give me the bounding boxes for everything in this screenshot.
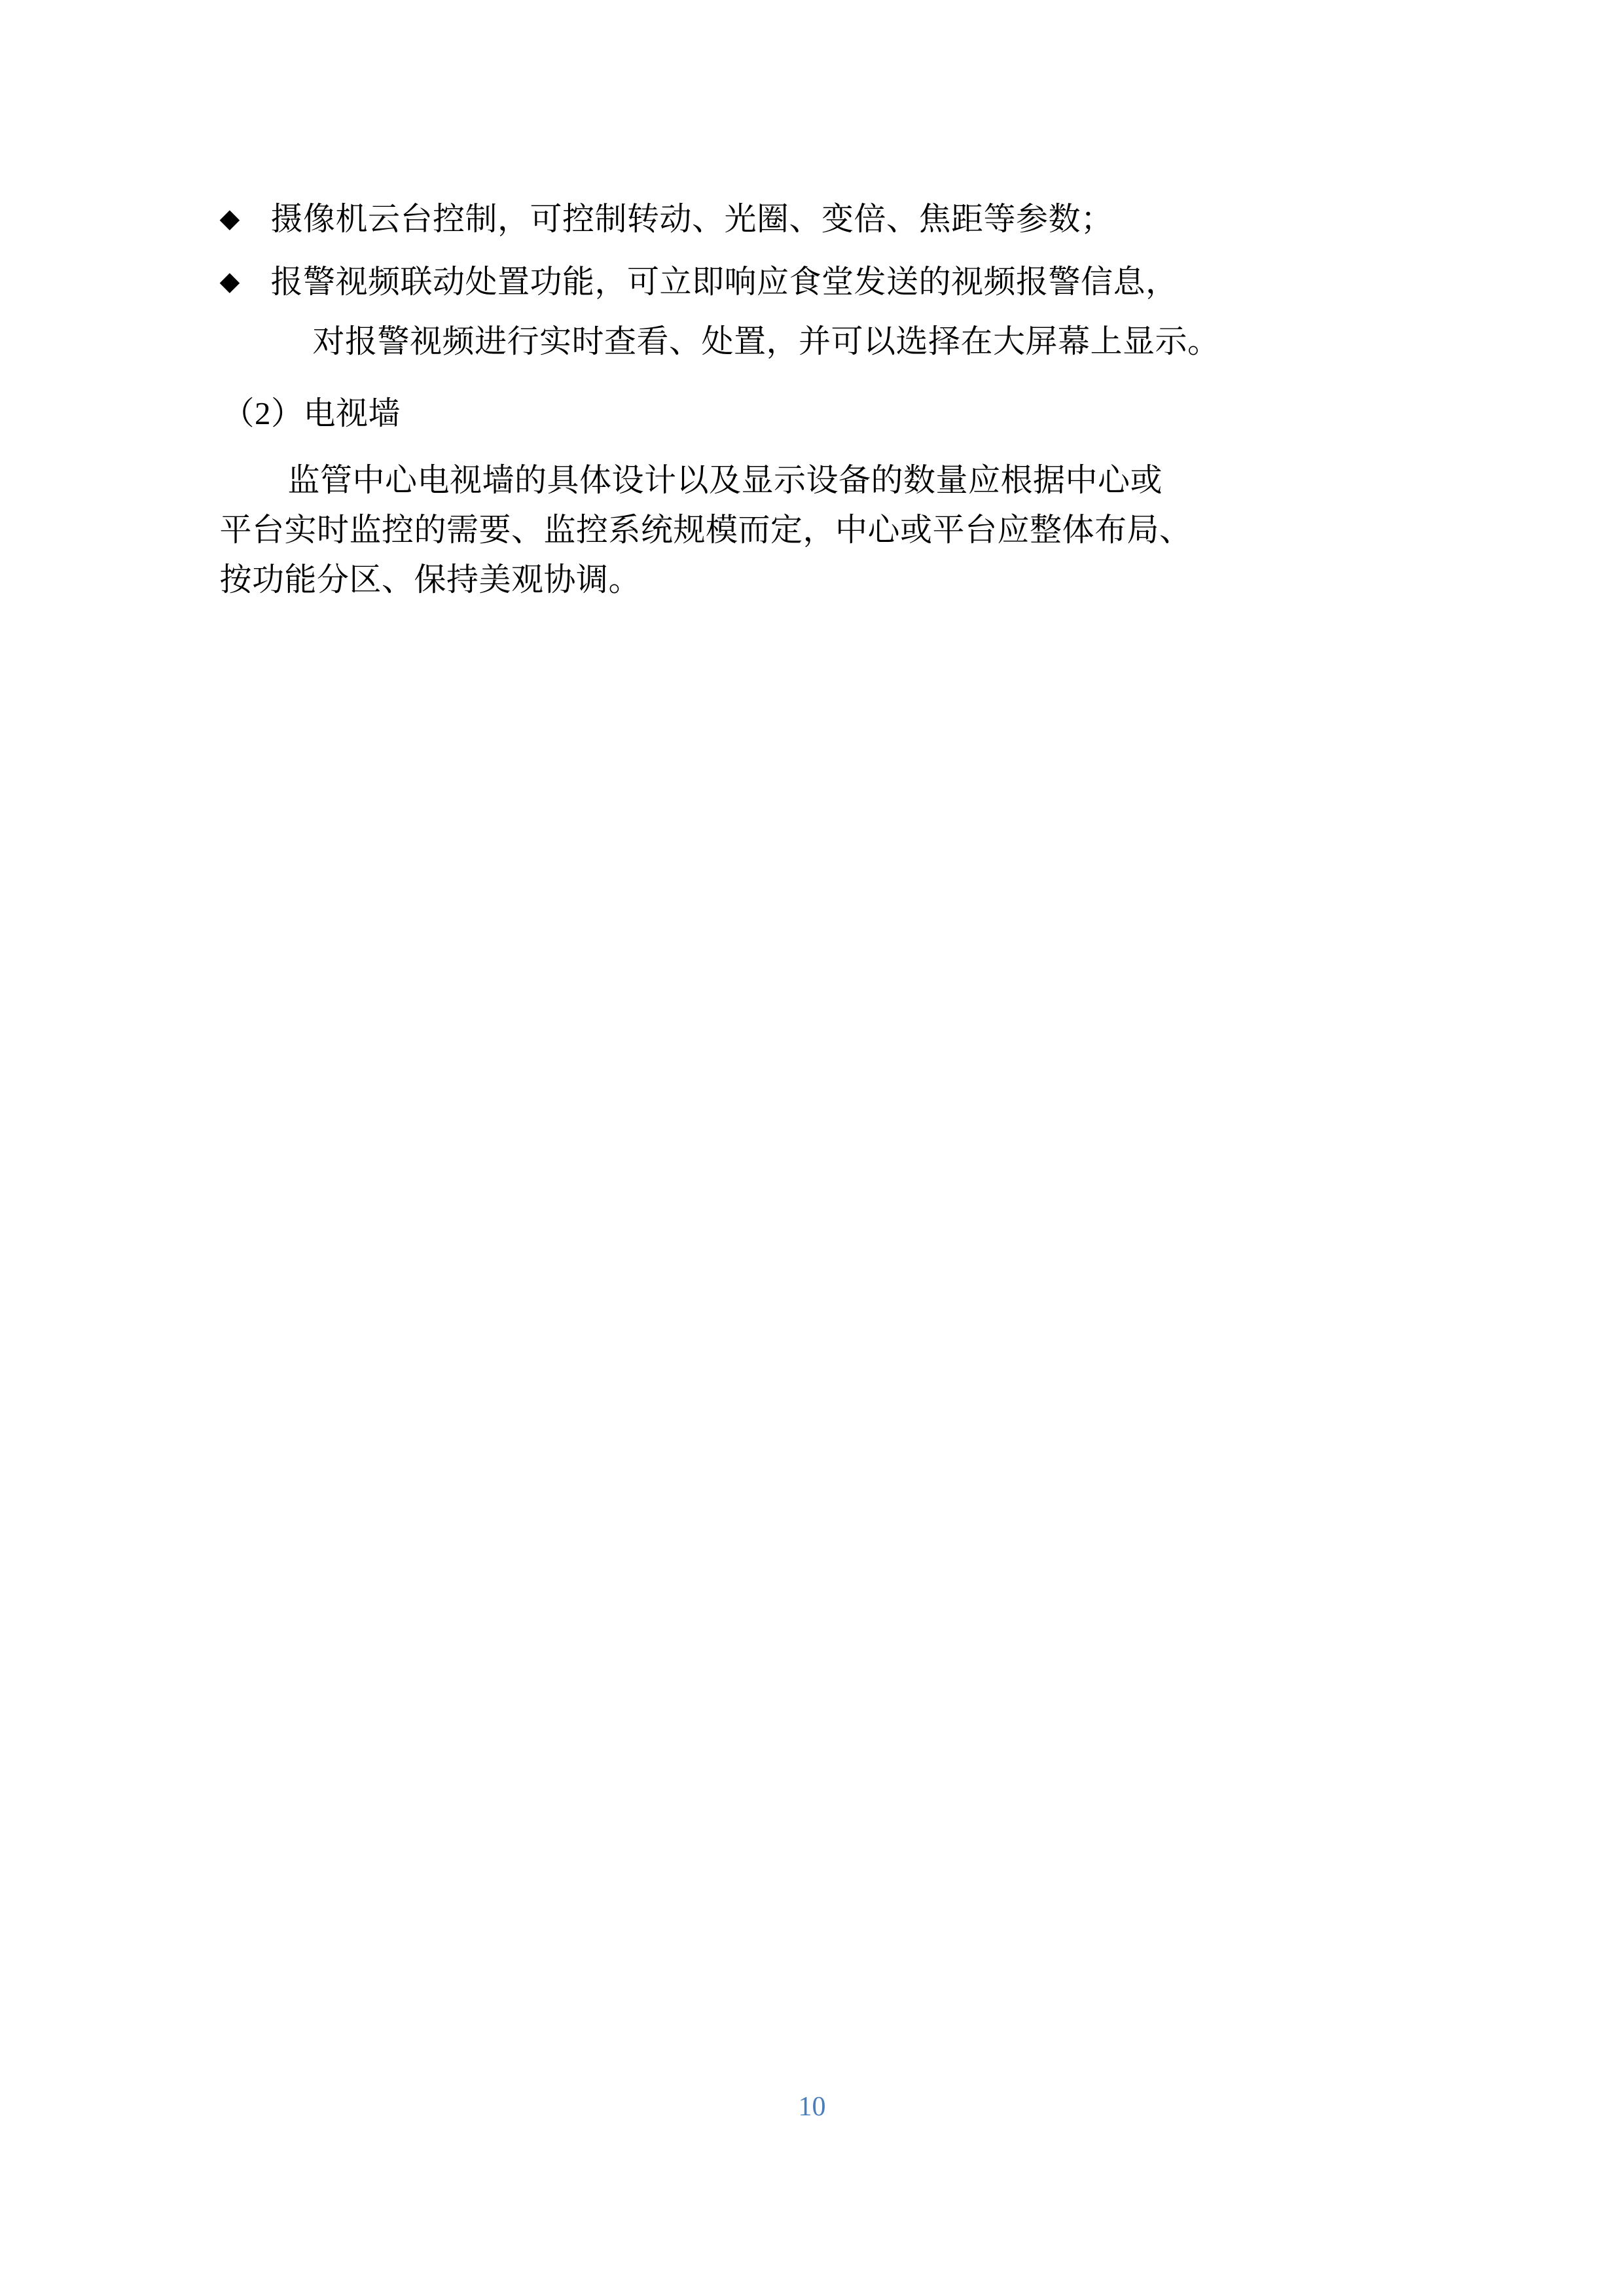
page-number: 10 bbox=[798, 2092, 826, 2122]
page-content bbox=[220, 196, 1405, 605]
diamond-bullet-icon: ◆ bbox=[219, 204, 240, 233]
bullet-text: 摄像机云台控制，可控制转动、光圈、变倍、焦距等参数； bbox=[270, 201, 1113, 237]
bullet-text: 报警视频联动处置功能，可立即响应食堂发送的视频报警信息， bbox=[270, 263, 1178, 300]
paragraph-line-1 bbox=[220, 456, 1405, 505]
bullet-item-2 bbox=[220, 259, 1405, 365]
body-paragraph bbox=[220, 456, 1405, 605]
paragraph-line-2: 平台实时监控的需要、监控系统规模而定，中心或平台应整体布局、 bbox=[219, 512, 1192, 548]
diamond-bullet-icon: ◆ bbox=[219, 266, 240, 296]
bullet-line bbox=[220, 196, 1405, 242]
bullet-text-continuation: 对报警视频进行实时查看、处置，并可以选择在大屏幕上显示。 bbox=[312, 323, 1220, 360]
section-heading: （2）电视墙 bbox=[222, 395, 401, 431]
bullet-item-1 bbox=[220, 196, 1405, 242]
paragraph-line-1-text: 监管中心电视墙的具体设计以及显示设备的数量应根据中心或 bbox=[287, 462, 1163, 499]
paragraph-line-3: 按功能分区、保持美观协调。 bbox=[219, 562, 641, 598]
bullet-line bbox=[220, 259, 1405, 305]
